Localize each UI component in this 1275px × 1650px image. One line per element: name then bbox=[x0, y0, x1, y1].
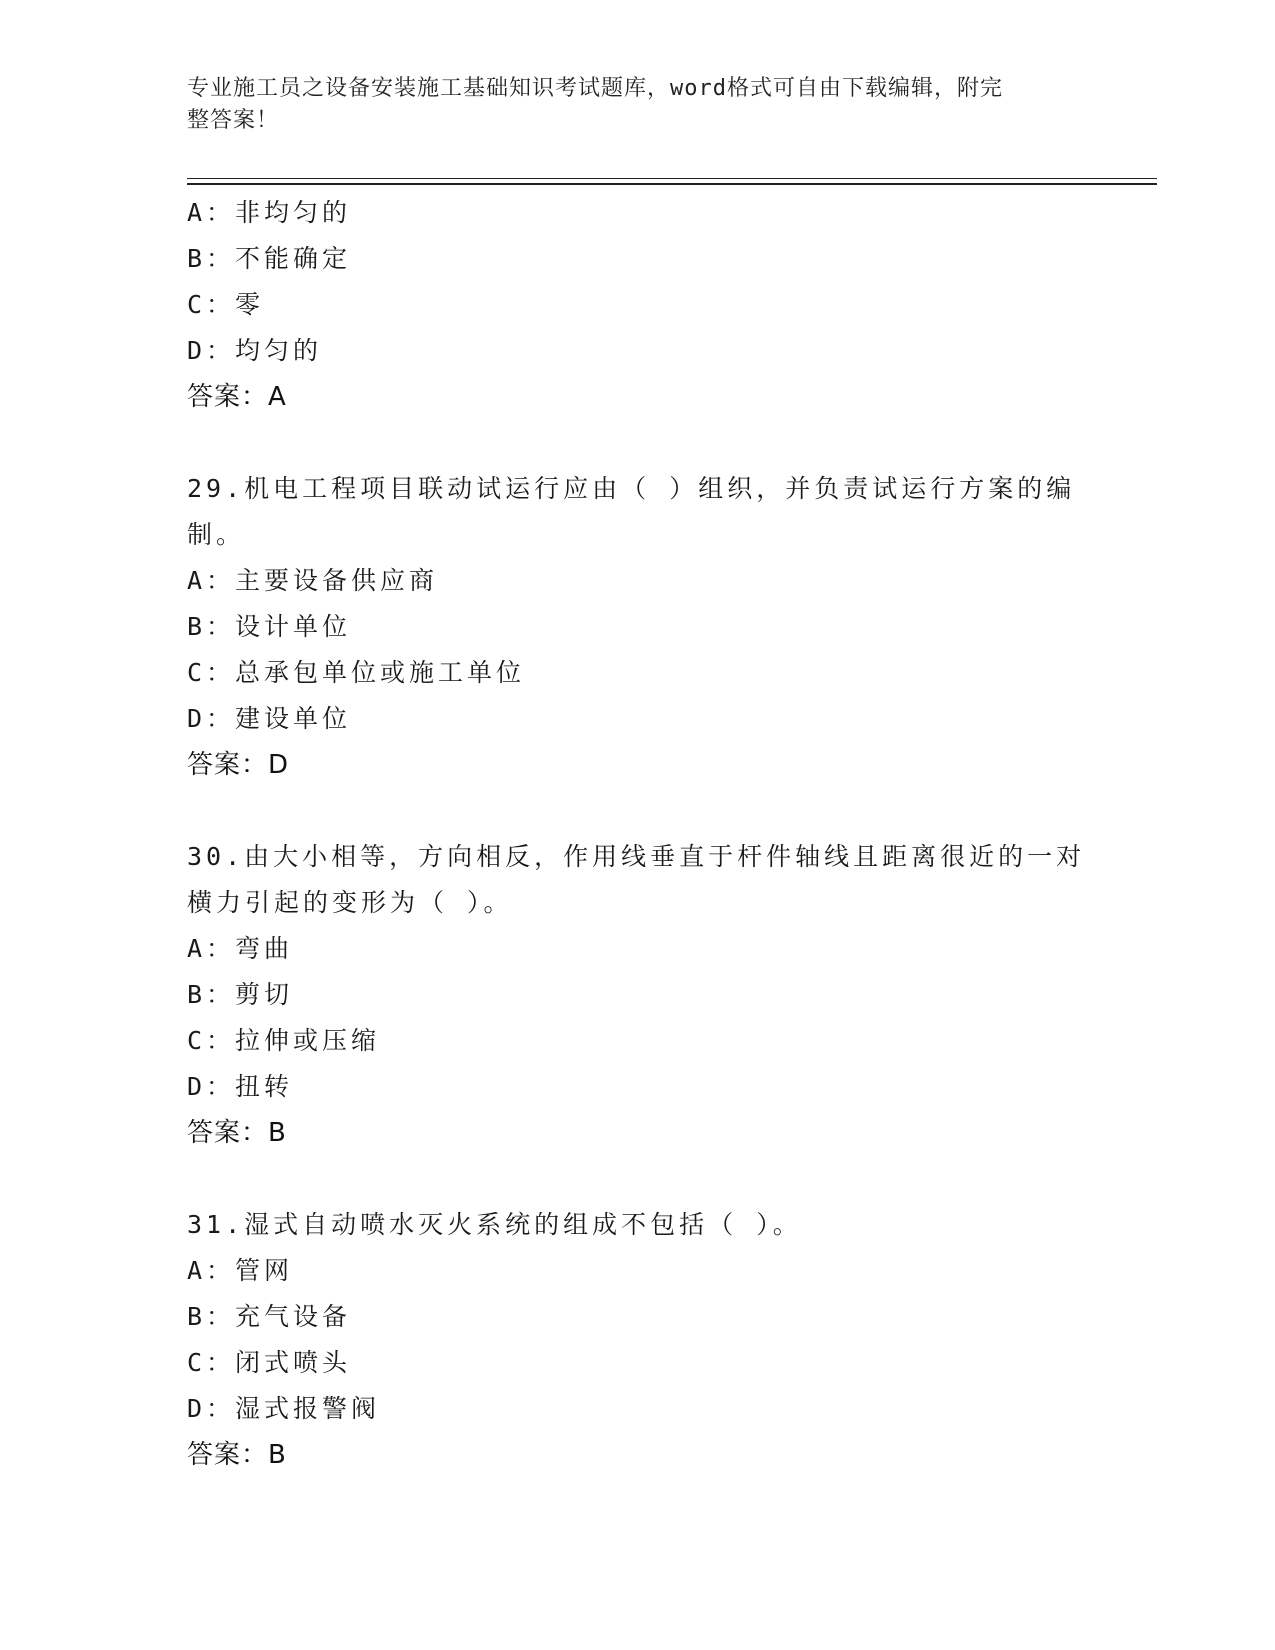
option-d: D：湿式报警阀 bbox=[187, 1394, 381, 1423]
option-a: A：管网 bbox=[187, 1256, 294, 1285]
option-a: A：非均匀的 bbox=[187, 198, 352, 227]
spacer bbox=[187, 788, 1087, 834]
spacer bbox=[187, 420, 1087, 466]
question-list bbox=[187, 190, 1087, 1478]
question-31 bbox=[187, 1202, 1087, 1478]
option-c: C：闭式喷头 bbox=[187, 1348, 352, 1377]
option-b: B：剪切 bbox=[187, 980, 294, 1009]
header-line-2: 整答案！ bbox=[187, 108, 280, 133]
header-divider-thick bbox=[187, 183, 1157, 185]
answer-line: 答案：B bbox=[187, 1440, 287, 1470]
header-line-1: 专业施工员之设备安装施工基础知识考试题库，word格式可自由下载编辑，附完 bbox=[187, 76, 1003, 101]
option-c: C：拉伸或压缩 bbox=[187, 1026, 381, 1055]
option-a: A：主要设备供应商 bbox=[187, 566, 439, 595]
question-30 bbox=[187, 834, 1087, 1156]
question-stem-line-1: 30.由大小相等，方向相反，作用线垂直于杆件轴线且距离很近的一对 bbox=[187, 842, 1086, 871]
option-a: A：弯曲 bbox=[187, 934, 294, 963]
option-b: B：不能确定 bbox=[187, 244, 352, 273]
question-stem-line-1: 31.湿式自动喷水灭火系统的组成不包括（ ）。 bbox=[187, 1210, 802, 1239]
question-stem-line-2: 横力引起的变形为（ ）。 bbox=[187, 888, 513, 917]
question-28 bbox=[187, 190, 1087, 420]
option-c: C：零 bbox=[187, 290, 265, 319]
question-29 bbox=[187, 466, 1087, 788]
header-divider-thin bbox=[187, 178, 1157, 179]
option-c: C：总承包单位或施工单位 bbox=[187, 658, 526, 687]
answer-line: 答案：B bbox=[187, 1118, 287, 1148]
spacer bbox=[187, 1156, 1087, 1202]
answer-line: 答案：D bbox=[187, 750, 290, 780]
document-header bbox=[187, 73, 1067, 137]
question-stem-line-2: 制。 bbox=[187, 520, 246, 549]
option-b: B：设计单位 bbox=[187, 612, 352, 641]
question-stem-line-1: 29.机电工程项目联动试运行应由（ ）组织，并负责试运行方案的编 bbox=[187, 474, 1076, 503]
option-b: B：充气设备 bbox=[187, 1302, 352, 1331]
answer-line: 答案：A bbox=[187, 382, 287, 412]
option-d: D：扭转 bbox=[187, 1072, 294, 1101]
option-d: D：建设单位 bbox=[187, 704, 352, 733]
option-d: D：均匀的 bbox=[187, 336, 323, 365]
